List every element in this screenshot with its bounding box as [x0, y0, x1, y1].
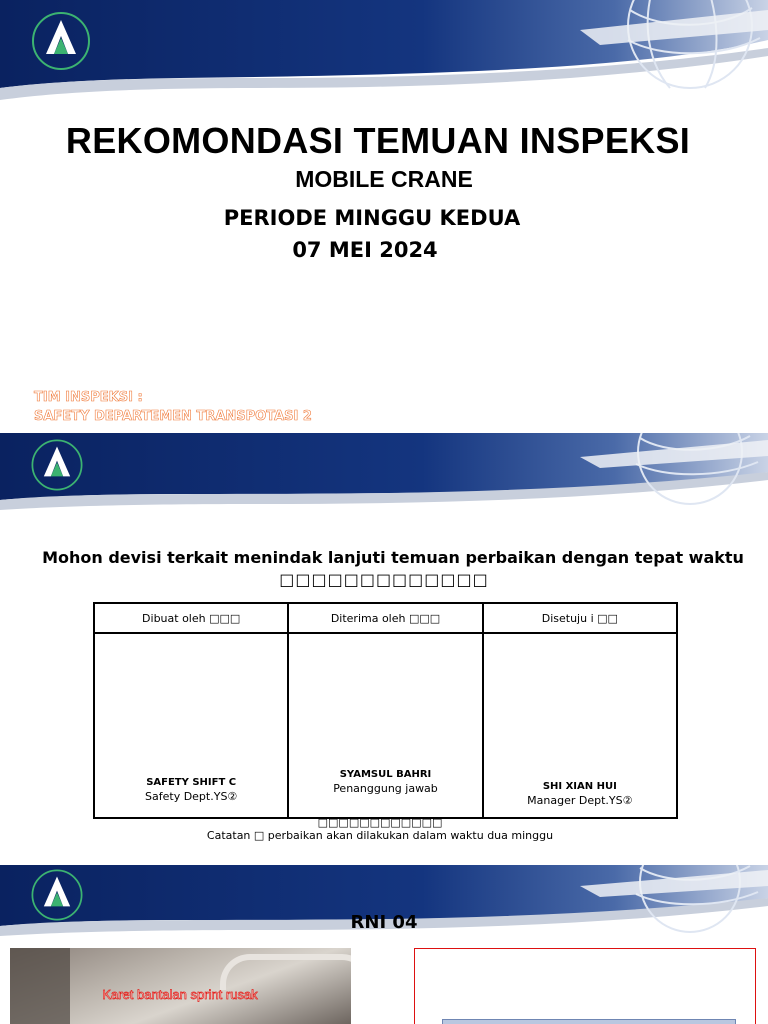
company-logo-icon — [28, 8, 94, 74]
signer-name: SYAMSUL BAHRI — [339, 769, 432, 780]
signature-cell-creator — [94, 633, 288, 818]
slide-divider — [0, 431, 768, 433]
description-bar — [442, 1019, 736, 1024]
team-label: TIM INSPEKSI : — [34, 390, 143, 405]
slide-divider — [0, 863, 768, 865]
description-box — [414, 948, 756, 1024]
period-label: PERIODE MINGGU KEDUA — [223, 206, 521, 230]
company-logo-icon — [28, 436, 86, 494]
photo-hose — [220, 954, 351, 990]
signature-cell-receiver — [288, 633, 482, 818]
team-name: SAFETY DEPARTEMEN TRANSPOTASI 2 — [34, 409, 312, 424]
header-received-by: Diterima oleh □□□ — [288, 603, 482, 633]
header-approved-by: Disetuju i □□ — [483, 603, 677, 633]
request-text: Mohon devisi terkait menindak lanjuti temuan perbaikan dengan tepat waktu — [42, 548, 744, 567]
approval-slide — [0, 432, 768, 864]
note-text: Catatan □ perbaikan akan dilakukan dalam waktu dua minggu — [206, 829, 554, 842]
header-banner — [0, 0, 768, 110]
note-text-cn: □□□□□□□□□□□□ — [317, 816, 443, 829]
subtitle: MOBILE CRANE — [295, 166, 473, 192]
header-created-by: Dibuat oleh □□□ — [94, 603, 288, 633]
page-title: REKOMONDASI TEMUAN INSPEKSI — [65, 120, 691, 161]
date-label: 07 MEI 2024 — [292, 238, 438, 262]
signer-name: SHI XIAN HUI — [542, 781, 617, 792]
signer-name: SAFETY SHIFT C — [146, 777, 237, 788]
finding-code: RNI 04 — [350, 912, 418, 933]
signature-cell-approver — [483, 633, 677, 818]
signer-role: Safety Dept.YS② — [145, 790, 238, 803]
photo-shadow — [10, 948, 70, 1024]
signer-role: Penanggung jawab — [333, 782, 438, 795]
finding-photo — [10, 948, 351, 1024]
request-text-cn: □□□□□□□□□□□□□ — [279, 570, 489, 589]
signer-role: Manager Dept.YS② — [527, 794, 633, 807]
title-slide — [0, 0, 768, 432]
signature-table — [93, 602, 678, 819]
photo-caption: Karet bantalan sprint rusak — [102, 987, 258, 1002]
finding-slide — [0, 864, 768, 1024]
header-banner — [0, 432, 768, 542]
